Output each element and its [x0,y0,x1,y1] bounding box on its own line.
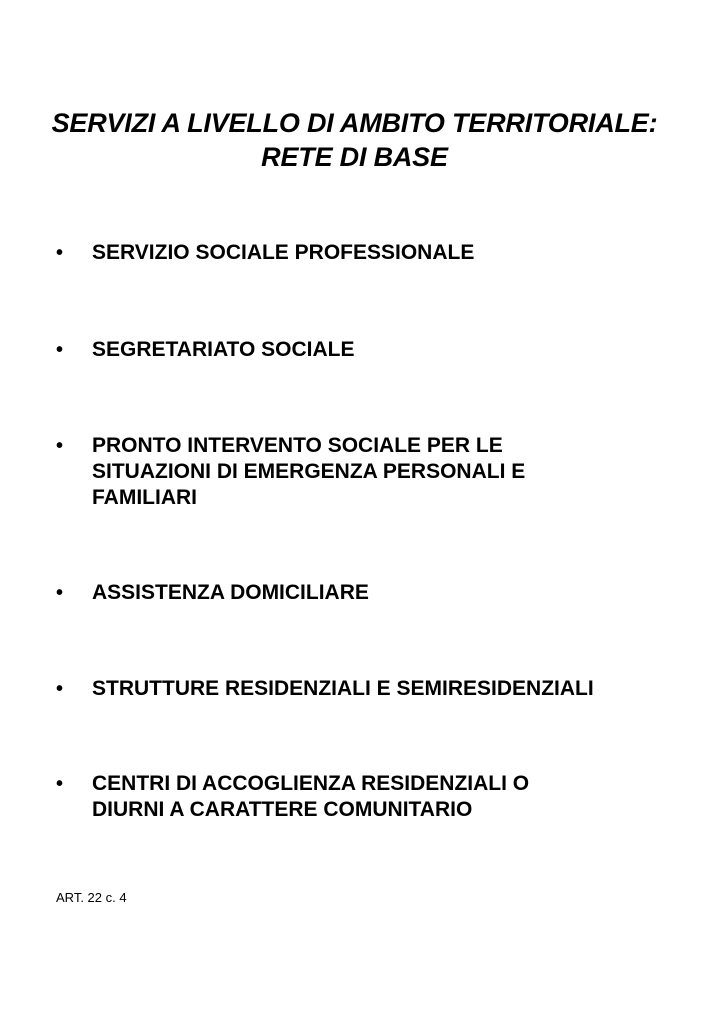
list-item-text: STRUTTURE RESIDENZIALI E SEMIRESIDENZIALI [92,677,594,700]
bullet-icon: • [56,582,64,604]
list-item-pronto-intervento [56,433,696,511]
bullet-icon: • [56,678,64,700]
list-item-centri-accoglienza [56,771,696,823]
list-item-text: CENTRI DI ACCOGLIENZA RESIDENZIALI O DIURNI A CARATTERE COMUNITARIO [92,772,530,821]
list-item-text: PRONTO INTERVENTO SOCIALE PER LE SITUAZIONI DI EMERGENZA PERSONALI E FAMILIARI [92,434,526,509]
footer-reference: ART. 22 c. 4 [56,890,127,905]
list-item-segretariato [56,337,696,363]
list-item-servizio-sociale [56,240,696,266]
bullet-icon: • [56,773,64,795]
list-item-assistenza-domiciliare [56,580,696,606]
bullet-icon: • [56,435,64,457]
list-item-strutture-residenziali [56,676,696,702]
page-title-line-1: SERVIZI A LIVELLO DI AMBITO TERRITORIALE: [51,108,658,138]
list-item-text: ASSISTENZA DOMICILIARE [92,581,369,604]
page-title-line-2: RETE DI BASE [261,142,448,172]
bullet-icon: • [56,242,64,264]
list-item-text: SERVIZIO SOCIALE PROFESSIONALE [92,241,475,264]
bullet-icon: • [56,339,64,361]
list-item-text: SEGRETARIATO SOCIALE [92,338,355,361]
